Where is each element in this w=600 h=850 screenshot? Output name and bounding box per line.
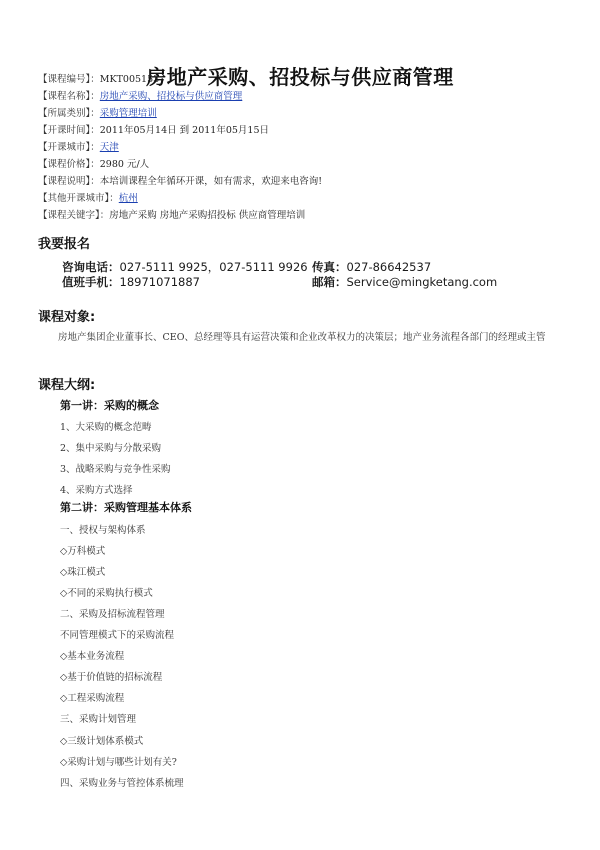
course-meta bbox=[38, 71, 578, 224]
enroll-heading: 我要报名 bbox=[38, 237, 91, 252]
fax-value: 027-86642537 bbox=[346, 260, 432, 274]
lecture-1-item: 1、大采购的概念范畴 bbox=[60, 422, 152, 433]
price-label: 【课程价格】： bbox=[38, 159, 100, 170]
page-title: 房地产采购、招投标与供应商管理 bbox=[146, 65, 454, 90]
code-value: MKT005153 bbox=[99, 74, 160, 85]
other-city-label: 【其他开课城市】： bbox=[38, 193, 119, 204]
email-value: Service@mingketang.com bbox=[346, 275, 498, 289]
contact-row-1 bbox=[62, 260, 562, 275]
contact-row-2 bbox=[62, 275, 562, 290]
time-value: 2011年05月14日 到 2011年05月15日 bbox=[99, 125, 270, 136]
lecture-2-item: ◇采购计划与哪些计划有关? bbox=[60, 757, 177, 768]
lecture-1-item: 3、战略采购与竞争性采购 bbox=[60, 464, 171, 475]
time-label: 【开课时间】： bbox=[38, 125, 100, 136]
lecture-2-item: ◇不同的采购执行模式 bbox=[60, 588, 153, 599]
meta-row-keywords bbox=[38, 207, 578, 224]
lecture-2-item: ◇工程采购流程 bbox=[60, 693, 125, 704]
meta-row-category bbox=[38, 105, 578, 122]
lecture-2-item: ◇万科模式 bbox=[60, 546, 106, 557]
lecture-1-heading: 第一讲：采购的概念 bbox=[60, 399, 159, 412]
price-value: 2980 元/人 bbox=[99, 159, 150, 170]
email-label: 邮箱： bbox=[312, 275, 347, 289]
phone-label: 咨询电话： bbox=[62, 260, 120, 274]
note-value: 本培训课程全年循环开课，如有需求，欢迎来电咨询! bbox=[99, 176, 323, 187]
fax-item bbox=[312, 260, 431, 275]
lecture-2-item: 二、采购及招标流程管理 bbox=[60, 609, 165, 620]
meta-row-other-city bbox=[38, 190, 578, 207]
meta-row-name bbox=[38, 88, 578, 105]
meta-row-price bbox=[38, 156, 578, 173]
email-item bbox=[312, 275, 497, 290]
lecture-2-item: ◇珠江模式 bbox=[60, 567, 106, 578]
lecture-1-item: 2、集中采购与分散采购 bbox=[60, 443, 162, 454]
target-body: 房地产集团企业董事长、CEO、总经理等具有运营决策和企业改革权力的决策层；地产业务流程各部门的经理或主管 bbox=[58, 332, 546, 343]
lecture-1-item: 4、采购方式选择 bbox=[60, 485, 133, 496]
fax-label: 传真： bbox=[312, 260, 347, 274]
keywords-value: 房地产采购 房地产采购招投标 供应商管理培训 bbox=[109, 210, 306, 221]
meta-row-time bbox=[38, 122, 578, 139]
mobile-item bbox=[62, 275, 200, 290]
category-label: 【所属类别】： bbox=[38, 108, 100, 119]
mobile-label: 值班手机： bbox=[62, 275, 120, 289]
city-link[interactable]: 天津 bbox=[99, 142, 119, 153]
contact-block bbox=[62, 260, 562, 290]
lecture-2-item: 一、授权与架构体系 bbox=[60, 525, 146, 536]
lecture-2-item: ◇基本业务流程 bbox=[60, 651, 125, 662]
lecture-2-item: 不同管理模式下的采购流程 bbox=[60, 630, 175, 641]
keywords-label: 【课程关键字】： bbox=[38, 210, 110, 221]
other-city-link[interactable]: 杭州 bbox=[118, 193, 138, 204]
meta-row-city bbox=[38, 139, 578, 156]
phone-value: 027-5111 9925，027-5111 9926 bbox=[119, 260, 308, 274]
city-label: 【开课城市】： bbox=[38, 142, 100, 153]
note-label: 【课程说明】： bbox=[38, 176, 100, 187]
course-name-link[interactable]: 房地产采购、招投标与供应商管理 bbox=[99, 91, 243, 102]
name-label: 【课程名称】： bbox=[38, 91, 100, 102]
lecture-2-item: 三、采购计划管理 bbox=[60, 714, 137, 725]
lecture-2-item: ◇三级计划体系模式 bbox=[60, 736, 144, 747]
lecture-2-heading: 第二讲：采购管理基本体系 bbox=[60, 501, 192, 514]
meta-row-code bbox=[38, 71, 578, 88]
code-label: 【课程编号】： bbox=[38, 74, 100, 85]
mobile-value: 18971071887 bbox=[119, 275, 200, 289]
outline-heading: 课程大纲: bbox=[38, 378, 96, 393]
category-link[interactable]: 采购管理培训 bbox=[99, 108, 157, 119]
meta-row-note bbox=[38, 173, 578, 190]
lecture-2-item: ◇基于价值链的招标流程 bbox=[60, 672, 163, 683]
lecture-2-item: 四、采购业务与管控体系梳理 bbox=[60, 778, 184, 789]
target-heading: 课程对象: bbox=[38, 310, 96, 325]
phone-item bbox=[62, 260, 308, 275]
